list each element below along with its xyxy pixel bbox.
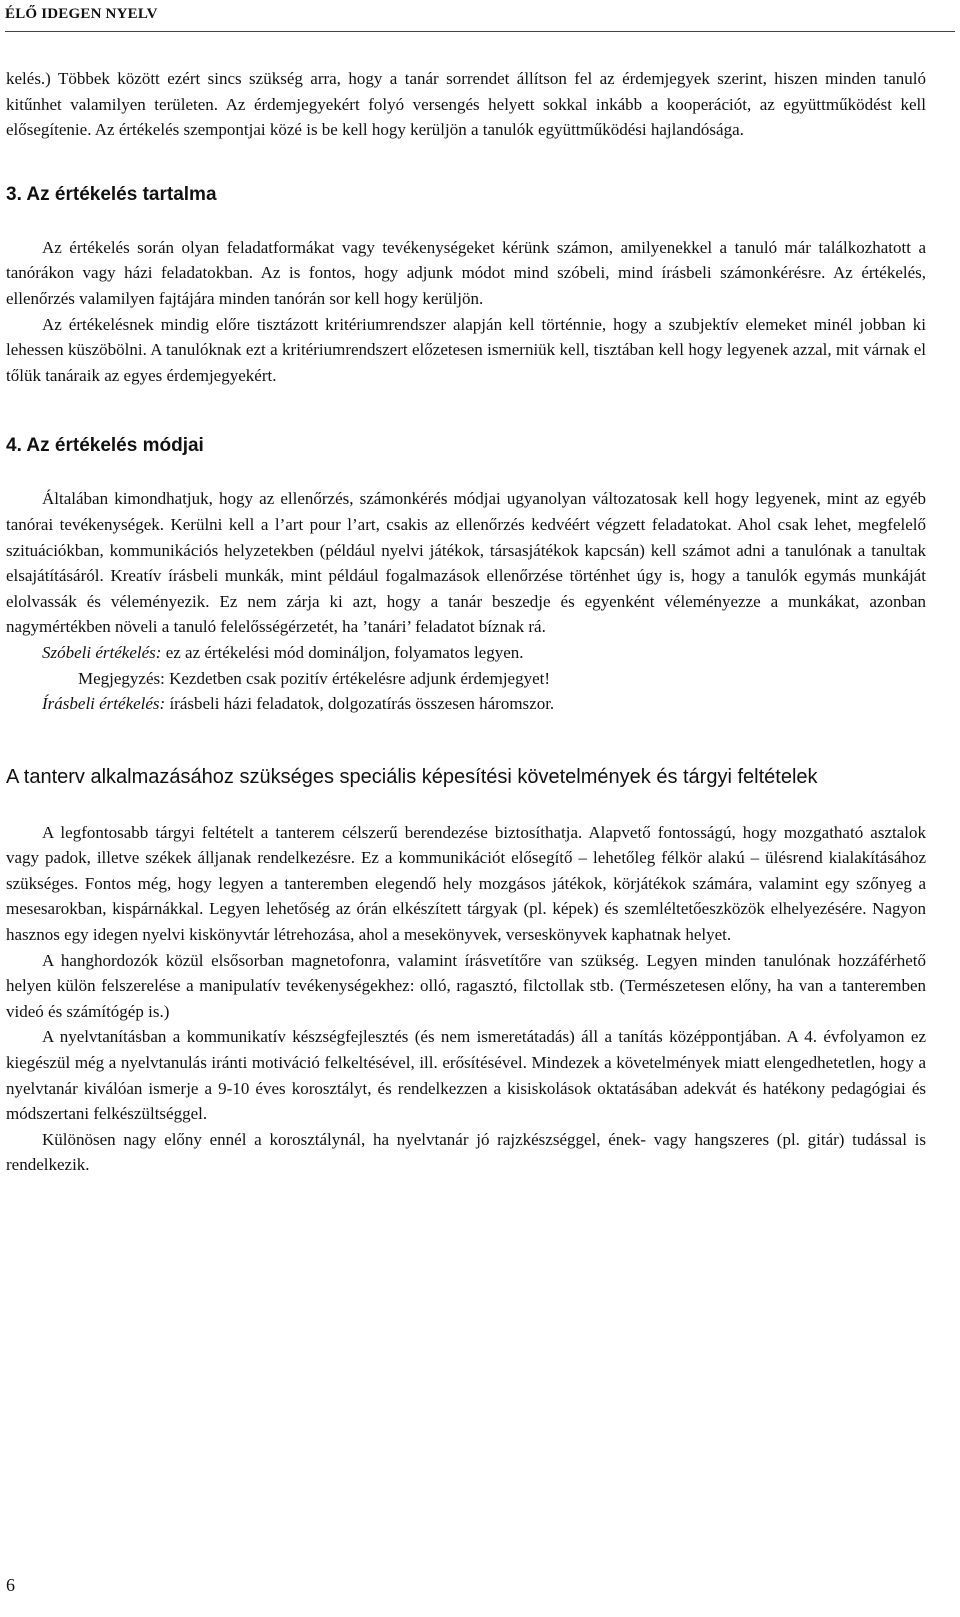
running-header: ÉLŐ IDEGEN NYELV (5, 6, 158, 22)
page-number: 6 (6, 1575, 15, 1595)
paragraph: A legfontosabb tárgyi feltételt a tanterem célszerű berendezése biztosíthatja. Alapvető fontosságú, hogy mozgatható asztalok vagy padok, illetve székek álljanak rendelkezésre. Ez a kommunikációt elősegítő – lehetőleg félkör alakú – ülésrend kialakításához szükséges. Fontos még, hogy legyen a tanteremben elegendő hely mozgásos játékok, körjátékok számára, valamint egy szőnyeg a mesesarokban, kispárnákkal. Legyen lehetőség az órán elkészített tárgyak (pl. képek) és szemléltetőeszközök elhelyezésére. Nagyon hasznos egy idegen nyelvi kiskönyvtár létrehozása, ahol a mesekönyvek, verseskönyvek kaphatnak helyet. (6, 822, 926, 945)
oral-assessment-line (6, 640, 926, 666)
paragraph: kelés.) Többek között ezért sincs szükség arra, hogy a tanár sorrendet állítson fel az érdemjegyek szerint, hiszen minden tanuló kitűnhet valamilyen területen. Az érdemjegyekért folyó versengés helyett sokkal inkább a kooperációt, az együttműködést kell elősegítenie. Az értékelés szempontjai közé is be kell hogy kerüljön a tanulók együttműködési hajlandósága. (6, 69, 926, 140)
note-line: Megjegyzés: Kezdetben csak pozitív értékelésre adjunk érdemjegyet! (78, 668, 551, 688)
section-heading: A tanterv alkalmazásához szükséges speciális képesítési követelmények és tárgyi feltételek (6, 765, 818, 788)
oral-assessment-label: Szóbeli értékelés: (42, 642, 162, 662)
written-assessment-line (6, 691, 926, 717)
paragraph: A hanghordozók közül elsősorban magnetofonra, valamint írásvetítőre van szükség. Legyen minden tanulónak hozzáférhető helyen külön felszerelése a manipulatív tevékenységekhez: olló, ragasztó, filctollak stb. (Természetesen előny, ha van a tanteremben videó és számítógép is.) (6, 950, 926, 1021)
heading-3: 3. Az értékelés tartalma (6, 183, 217, 205)
page-body (6, 66, 926, 1178)
written-assessment-label: Írásbeli értékelés: (42, 694, 166, 714)
written-assessment-text: írásbeli házi feladatok, dolgozatírás összesen háromszor. (165, 694, 555, 714)
paragraph: A nyelvtanításban a kommunikatív készségfejlesztés (és nem ismeretátadás) áll a tanítás középpontjában. A 4. évfolyamon ez kiegészül még a nyelvtanulás iránti motiváció felkeltésével, ill. erősítésével. Mindezek a követelmények miatt elengedhetetlen, hogy a nyelvtanár kiválóan ismerje a 9-10 éves korosztályt, és rendelkezzen a kisiskolások oktatásában adekvát és hatékony pedagógiai és módszertani felkészültséggel. (6, 1027, 926, 1124)
paragraph: Az értékelésnek mindig előre tisztázott kritériumrendszer alapján kell történnie, hogy a szubjektív elemeket minél jobban ki lehessen küszöbölni. A tanulóknak ezt a kritériumrendszert előzetesen ismerniük kell, tisztában kell hogy legyenek azzal, mit várnak el tőlük tanáraik az egyes érdemjegyekért. (6, 314, 926, 385)
paragraph: Általában kimondhatjuk, hogy az ellenőrzés, számonkérés módjai ugyanolyan változatosak kell hogy legyenek, mint az egyéb tanórai tevékenységek. Kerülni kell a l’art pour l’art, csakis az ellenőrzés kedvéért végzett feladatokat. Ahol csak lehet, megfelelő szituációkban, kommunikációs helyzetekben (például nyelvi játékok, társasjátékok kapcsán) kell számot adni a tanulónak a tanultak elsajátításáról. Kreatív írásbeli munkák, mint például fogalmazások ellenőrzése történhet úgy is, hogy a tanulók egymás munkáját elolvassák és véleményezik. Ez nem zárja ki azt, hogy a tanár beszedje és egyenként véleményezze a munkákat, azonban nagymértékben növeli a tanuló felelősségérzetét, ha ’tanári’ feladatot bíznak rá. (6, 489, 926, 637)
oral-assessment-text: ez az értékelési mód domináljon, folyamatos legyen. (161, 642, 524, 662)
paragraph: Az értékelés során olyan feladatformákat vagy tevékenységeket kérünk számon, amilyenekkel a tanuló már találkozhatott a tanórákon vagy házi feladatokban. Az is fontos, hogy adjunk módot mind szóbeli, mind írásbeli számonkérésre. Az értékelés, ellenőrzés valamilyen fajtájára minden tanórán sor kell hogy kerüljön. (6, 237, 926, 308)
heading-4: 4. Az értékelés módjai (6, 435, 204, 457)
paragraph: Különösen nagy előny ennél a korosztálynál, ha nyelvtanár jó rajzkészséggel, ének- vagy hangszeres (pl. gitár) tudással is rendelkezik. (6, 1129, 926, 1175)
header-rule (5, 31, 955, 32)
